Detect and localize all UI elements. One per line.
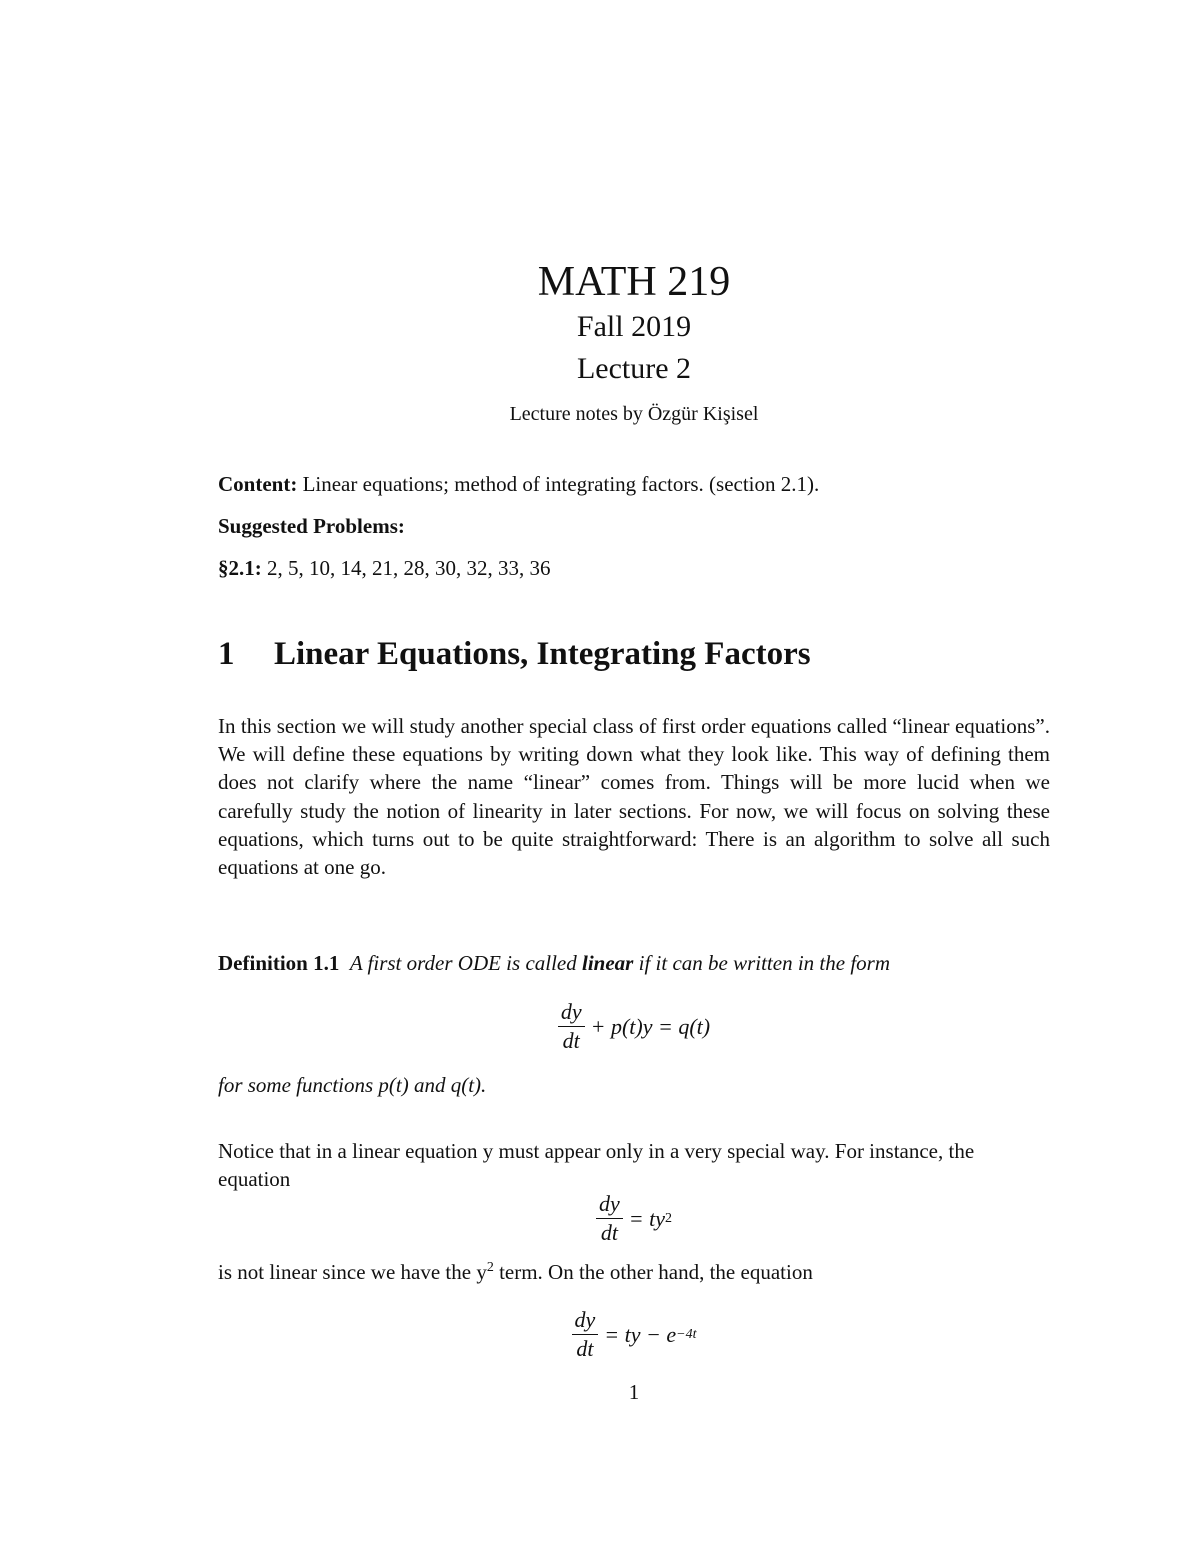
author-line: Lecture notes by Özgür Kişisel	[509, 403, 759, 425]
equation-rest: + p(t)y = q(t)	[590, 1013, 711, 1039]
content-text: Linear equations; method of integrating factors. (section 2.1).	[302, 472, 820, 496]
derivative-fraction: $\frac{dy}{dt}$	[572, 1308, 599, 1361]
exponent: 2	[665, 1210, 672, 1226]
problems-label: §2.1:	[218, 556, 262, 580]
equation-linear-example	[218, 1308, 1050, 1361]
equation-linear-form	[218, 1000, 1050, 1053]
section-number: 1	[218, 636, 235, 672]
derivative-fraction: $\frac{dy}{dt}$	[558, 1000, 585, 1053]
not-linear-paragraph: is not linear since we have the $y^2$ term. On the other hand, the equation	[218, 1260, 813, 1284]
problems-list: 2, 5, 10, 14, 21, 28, 30, 32, 33, 36	[267, 556, 551, 580]
problems-line	[218, 554, 1050, 582]
definition-label: Definition 1.1	[218, 951, 340, 975]
for-some-functions: for some functions p(t) and q(t).	[218, 1073, 487, 1097]
equation-rest: = ty − e	[604, 1321, 677, 1347]
definition	[218, 949, 1050, 977]
content-label: Content:	[218, 472, 298, 496]
equation-rest: = ty	[628, 1205, 665, 1231]
notice-paragraph: Notice that in a linear equation y must appear only in a very special way. For instance, the equation	[218, 1139, 975, 1191]
intro-paragraph: In this section we will study another special class of first order equations called “linear equations”. We will define these equations by writing down what they look like. This way of defining them does not clarify where the name “linear” comes from. Things will be more lucid when we carefully study the notion of linearity in later sections. For now, we will focus on solving these equations, which turns out to be quite straightforward: There is an algorithm to solve all such equations at one go.	[218, 714, 1050, 880]
content-line	[218, 470, 1050, 498]
page-number: 1	[628, 1380, 640, 1404]
course-title: MATH 219	[537, 259, 731, 305]
section-title: Linear Equations, Integrating Factors	[274, 636, 811, 672]
derivative-fraction: $\frac{dy}{dt}$	[596, 1192, 623, 1245]
definition-term: linear	[582, 951, 634, 975]
term: Fall 2019	[576, 310, 692, 343]
definition-text-before: A first order ODE is called	[349, 951, 577, 975]
suggested-problems-heading: Suggested Problems:	[218, 514, 405, 538]
equation-nonlinear-example	[218, 1192, 1050, 1245]
definition-text-after: if it can be written in the form	[638, 951, 891, 975]
lecture-number: Lecture 2	[576, 352, 692, 385]
exponent: −4t	[676, 1326, 697, 1342]
section-heading	[218, 636, 1050, 673]
